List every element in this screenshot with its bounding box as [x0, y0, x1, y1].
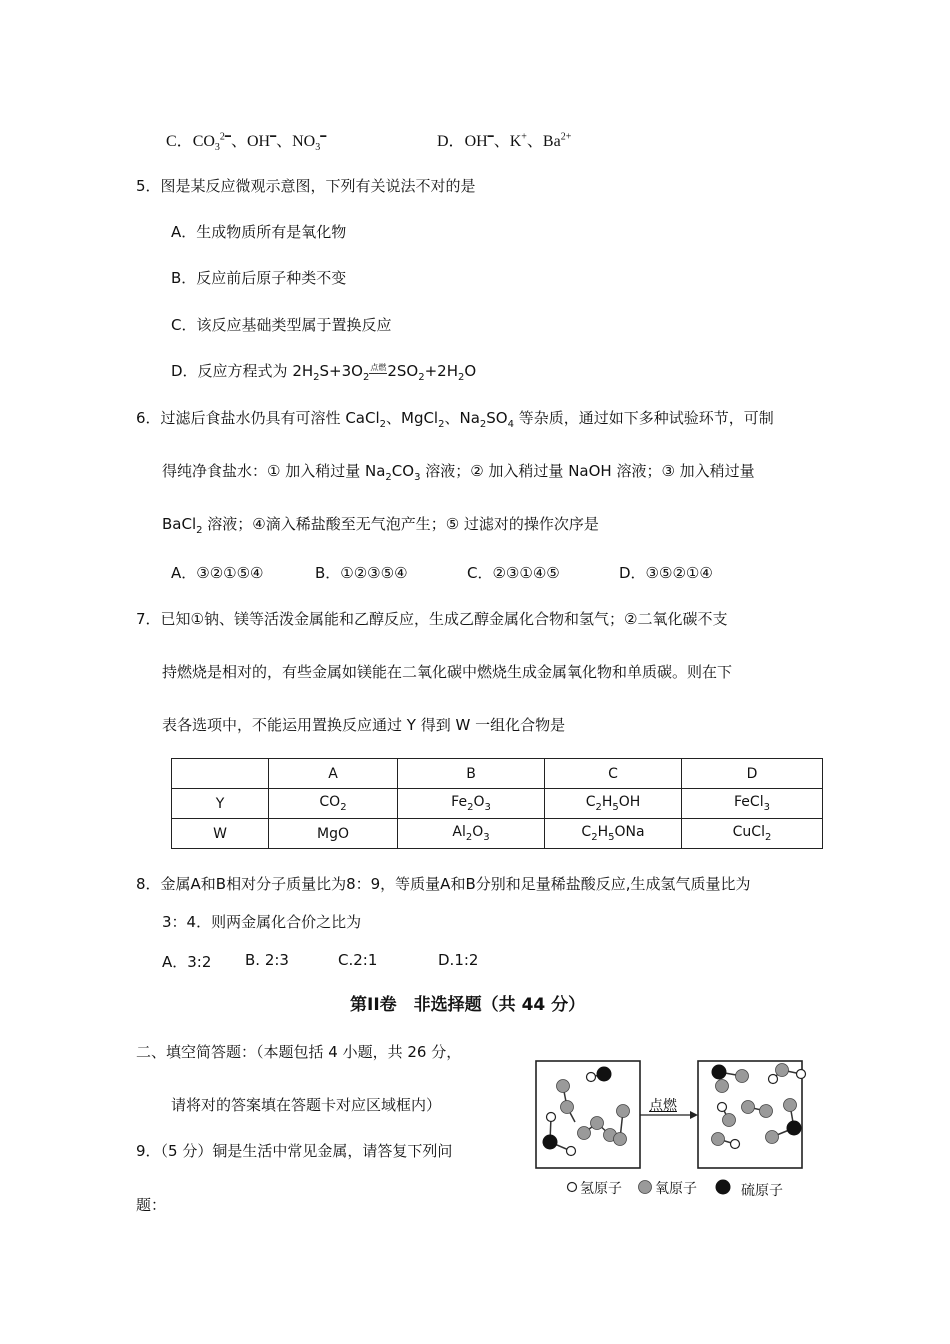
- hydrogen-atom: [731, 1140, 740, 1149]
- sulfur-atom: [712, 1065, 727, 1080]
- oxygen-atom: [784, 1099, 797, 1112]
- table-cell: $C_2H_5OH$: [545, 789, 682, 819]
- table-cell: $C_2H_5ONa$: [545, 819, 682, 849]
- q8-option-d: D.1:2: [438, 951, 479, 969]
- q8-option-a: A．3:2: [162, 953, 212, 971]
- table-cell: W: [172, 819, 269, 849]
- q6-option-c: C．②③①④⑤: [467, 564, 560, 582]
- oxygen-atom: [617, 1105, 630, 1118]
- q5-option-b: B．反应前后原子种类不变: [171, 269, 347, 287]
- q6-option-a: A．③②①⑤④: [171, 564, 264, 582]
- q5-option-c: C．该反应基础类型属于置换反应: [171, 316, 392, 334]
- oxygen-atom: [578, 1127, 591, 1140]
- hydrogen-atom: [547, 1113, 556, 1122]
- hydrogen-atom: [567, 1147, 576, 1156]
- table-cell: [172, 759, 269, 789]
- oxygen-atom: [736, 1070, 749, 1083]
- oxygen-atom: [716, 1080, 729, 1093]
- oxygen-atom: [591, 1117, 604, 1130]
- arrow-label: 点燃: [649, 1098, 677, 1114]
- legend-oxygen-icon: [639, 1181, 652, 1194]
- reaction-diagram: [530, 1057, 950, 1207]
- legend-hydrogen-icon: [568, 1183, 577, 1192]
- oxygen-atom: [723, 1114, 736, 1127]
- q8-option-b: B. 2:3: [245, 951, 289, 969]
- table-cell: MgO: [269, 819, 398, 849]
- q8-option-c: C.2:1: [338, 951, 378, 969]
- table-row: [172, 789, 823, 819]
- q6-line1: 6．过滤后食盐水仍具有可溶性 CaCl$_2$、MgCl$_2$、$Na_2SO_4$ 等杂质，通过如下多种试验环节，可制: [136, 409, 774, 430]
- q7-options-table: [171, 758, 823, 849]
- q6-option-b: B．①②③⑤④: [315, 564, 408, 582]
- oxygen-atom: [561, 1101, 574, 1114]
- hydrogen-atom: [587, 1073, 596, 1082]
- part2-heading: 二、填空简答题：（本题包括 4 小题，共 26 分，: [136, 1043, 462, 1061]
- table-cell: D: [682, 759, 823, 789]
- sulfur-atom: [597, 1067, 612, 1082]
- q8-line1: 8．金属A和B相对分子质量比为8：9，等质量A和B分别和足量稀盐酸反应,生成氢气质量比为: [136, 875, 751, 893]
- legend-oxygen-label: 氧原子: [655, 1181, 697, 1197]
- oxygen-atom: [557, 1080, 570, 1093]
- q9-line2: 题：: [136, 1196, 167, 1214]
- table-cell: $Al_2O_3$: [398, 819, 545, 849]
- q9-line1: 9．（5 分）铜是生活中常见金属，请答复下列问: [136, 1142, 453, 1160]
- q7-line2: 持燃烧是相对的，有些金属如镁能在二氧化碳中燃烧生成金属氧化物和单质碳。则在下: [162, 663, 733, 681]
- arrow-head: [690, 1111, 698, 1119]
- sulfur-atom: [787, 1121, 802, 1136]
- table-cell: CuCl$_2$: [682, 819, 823, 849]
- q4-option-d: D．OH━、K+、$Ba^{2+}$: [437, 131, 572, 150]
- q7-line1: 7．已知①钠、镁等活泼金属能和乙醇反应，生成乙醇金属化合物和氢气；②二氧化碳不支: [136, 610, 728, 628]
- hydrogen-atom: [797, 1070, 806, 1079]
- table-row: [172, 819, 823, 849]
- q6-line3: BaCl$_2$ 溶液；④滴入稀盐酸至无气泡产生；⑤ 过滤对的操作次序是: [162, 515, 599, 536]
- q6-option-d: D．③⑤②①④: [619, 564, 713, 582]
- table-cell: A: [269, 759, 398, 789]
- sulfur-atom: [543, 1135, 558, 1150]
- table-cell: B: [398, 759, 545, 789]
- table-cell: C: [545, 759, 682, 789]
- q8-line2: 3：4．则两金属化合价之比为: [162, 913, 362, 931]
- q7-line3: 表各选项中，不能运用置换反应通过 Y 得到 W 一组化合物是: [162, 716, 566, 734]
- oxygen-atom: [760, 1105, 773, 1118]
- legend-sulfur-label: 硫原子: [741, 1183, 783, 1199]
- hydrogen-atom: [718, 1103, 727, 1112]
- oxygen-atom: [766, 1131, 779, 1144]
- table-header-row: [172, 759, 823, 789]
- hydrogen-atom: [769, 1075, 778, 1084]
- table-cell: $Fe_2O_3$: [398, 789, 545, 819]
- reaction-condition: 点燃: [370, 363, 387, 372]
- table-cell: Y: [172, 789, 269, 819]
- q5-option-a: A．生成物质所有是氧化物: [171, 223, 347, 241]
- q5-stem: 5．图是某反应微观示意图，下列有关说法不对的是: [136, 177, 476, 195]
- oxygen-atom: [614, 1133, 627, 1146]
- oxygen-atom: [776, 1064, 789, 1077]
- table-cell: FeCl$_3$: [682, 789, 823, 819]
- legend-hydrogen-label: 氢原子: [580, 1181, 622, 1197]
- section-title: 第II卷 非选择题（共 44 分）: [350, 995, 586, 1015]
- q5-option-d: D．反应方程式为 $2H_2S+3O_2$点燃$2SO_2+2H_2O$: [171, 362, 477, 383]
- oxygen-atom: [712, 1133, 725, 1146]
- oxygen-atom: [742, 1101, 755, 1114]
- q4-option-c: C．$CO_3^{2━}$、OH━、$NO_3^━$: [166, 131, 327, 154]
- table-cell: $CO_2$: [269, 789, 398, 819]
- legend-sulfur-icon: [716, 1180, 731, 1195]
- part2-note: 请将对的答案填在答题卡对应区域框内）: [171, 1096, 442, 1114]
- q6-line2: 得纯净食盐水：① 加入稍过量 $Na_2CO_3$ 溶液；② 加入稍过量 NaOH 溶液；③ 加入稍过量: [162, 462, 755, 483]
